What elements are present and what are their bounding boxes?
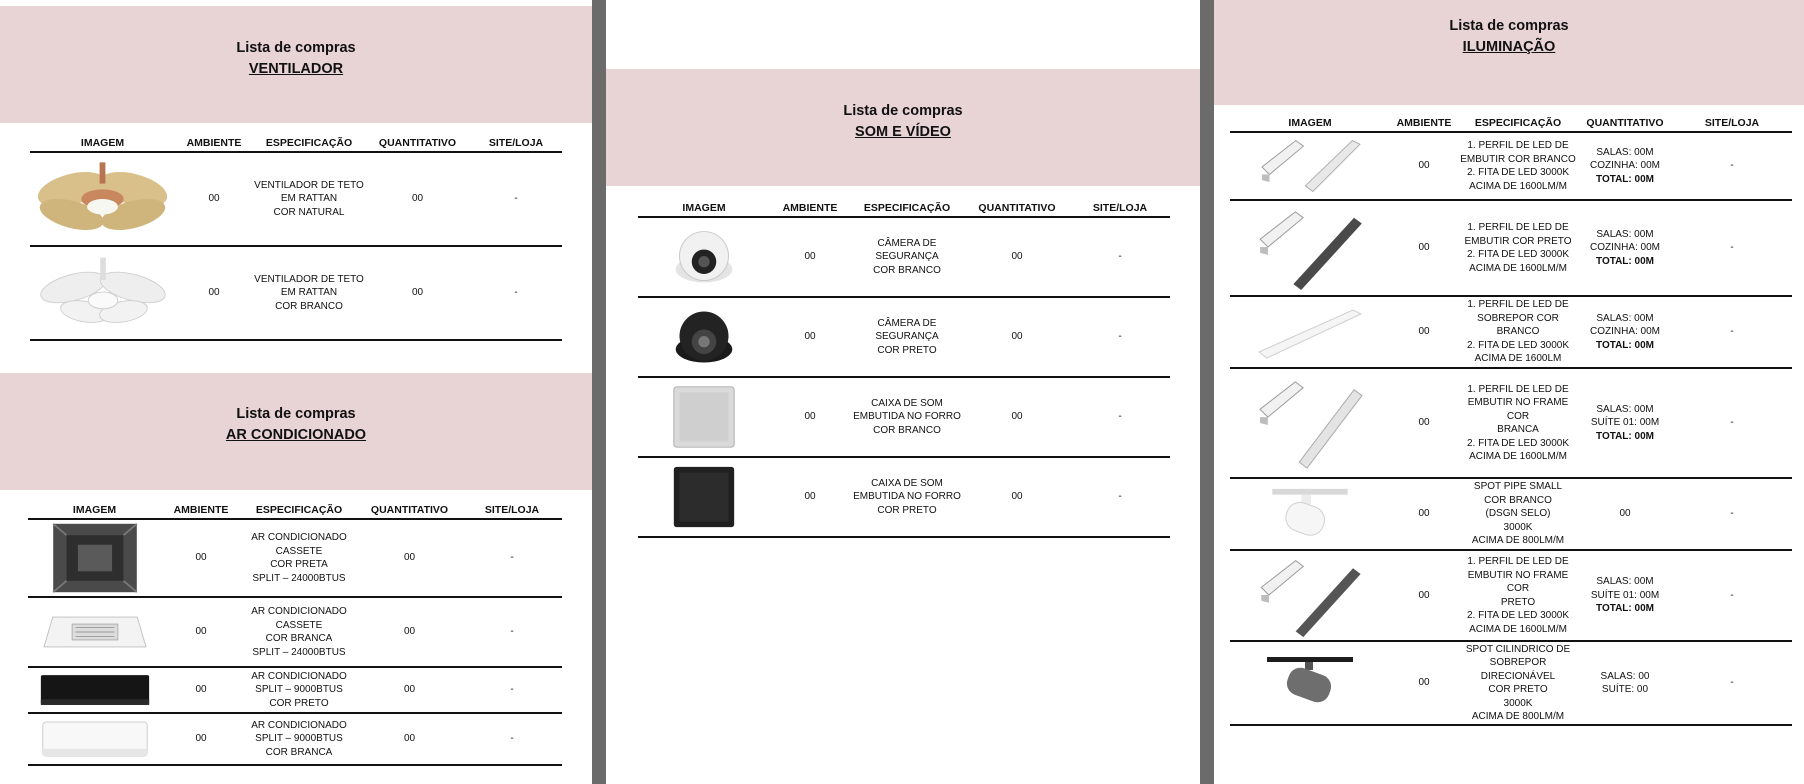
site-loja-cell: -	[1070, 297, 1170, 377]
ambiente-cell: 00	[1390, 200, 1458, 296]
site-loja-cell: -	[1672, 550, 1792, 641]
header-ambiente: AMBIENTE	[1390, 117, 1458, 132]
quantitativo-line: COZINHA: 00M	[1589, 326, 1660, 338]
product-image-cell	[1230, 478, 1390, 550]
table-row	[638, 297, 1170, 377]
especificacao-cell: 1. PERFIL DE LED DE EMBUTIR NO FRAME COR BRANCA 2. FITA DE LED 3000K ACIMA DE 1600LM/M	[1458, 368, 1578, 478]
header-ambiente: AMBIENTE	[161, 504, 241, 519]
site-loja-cell: -	[1672, 368, 1792, 478]
header-imagem: IMAGEM	[1230, 117, 1390, 132]
banner-subtitle: ILUMINAÇÃO	[1462, 39, 1556, 55]
banner-ventilador	[0, 6, 592, 123]
product-image-cell	[28, 667, 161, 713]
product-image-cell	[1230, 368, 1390, 478]
quantitativo-line: SALAS: 00M	[1596, 146, 1654, 158]
banner-title: Lista de compras	[236, 40, 356, 56]
quantitativo-cell: 00	[357, 713, 462, 765]
quantitativo-line: TOTAL: 00M	[1596, 255, 1654, 267]
led-frame-black-icon	[1255, 553, 1365, 639]
site-loja-cell: -	[470, 152, 562, 246]
header-quantitativo: QUANTITATIVO	[964, 202, 1070, 217]
table-row	[28, 713, 562, 765]
table-row	[1230, 550, 1792, 641]
header-imagem: IMAGEM	[638, 202, 770, 217]
product-image-cell	[1230, 550, 1390, 641]
quantitativo-cell: 00	[357, 597, 462, 667]
site-loja-cell: -	[1070, 457, 1170, 537]
header-ambiente: AMBIENTE	[175, 137, 253, 152]
fan-wood-icon	[35, 160, 170, 238]
header-quantitativo: QUANTITATIVO	[1578, 117, 1672, 132]
table-row	[1230, 296, 1792, 368]
quantitativo-cell: 00	[964, 217, 1070, 297]
especificacao-cell: 1. PERFIL DE LED DE EMBUTIR NO FRAME COR PRETO 2. FITA DE LED 3000K ACIMA DE 1600LM/M	[1458, 550, 1578, 641]
especificacao-cell: AR CONDICIONADO SPLIT – 9000BTUS COR PRETO	[241, 667, 357, 713]
site-loja-cell: -	[462, 713, 562, 765]
ambiente-cell: 00	[161, 667, 241, 713]
ambiente-cell: 00	[1390, 132, 1458, 200]
ambiente-cell: 00	[161, 713, 241, 765]
especificacao-cell: AR CONDICIONADO CASSETE COR PRETA SPLIT – 24000BTUS	[241, 519, 357, 597]
quantitativo-cell	[1578, 641, 1672, 725]
product-image-cell	[30, 152, 175, 246]
header-especificacao: ESPECIFICAÇÃO	[1458, 117, 1578, 132]
product-image-cell	[1230, 641, 1390, 725]
header-quantitativo: QUANTITATIVO	[365, 137, 470, 152]
table-iluminacao	[1230, 117, 1792, 726]
banner-som-video	[606, 69, 1200, 186]
ambiente-cell: 00	[770, 297, 850, 377]
quantitativo-cell: 00	[365, 246, 470, 340]
quantitativo-cell	[1578, 550, 1672, 641]
table-ventilador	[30, 137, 562, 341]
spot-pipe-icon	[1265, 485, 1355, 543]
table-row	[638, 377, 1170, 457]
site-loja-cell: -	[1672, 296, 1792, 368]
site-loja-cell: -	[1672, 132, 1792, 200]
table-ar-condicionado	[28, 504, 562, 766]
table-row	[1230, 478, 1792, 550]
quantitativo-cell: 00	[365, 152, 470, 246]
site-loja-cell: -	[1672, 200, 1792, 296]
speaker-white-icon	[671, 384, 737, 450]
especificacao-cell: 1. PERFIL DE LED DE EMBUTIR COR BRANCO 2. FITA DE LED 3000K ACIMA DE 1600LM/M	[1458, 132, 1578, 200]
header-site-loja: SITE/LOJA	[1672, 117, 1792, 132]
table-header-row	[28, 504, 562, 519]
table-row	[28, 597, 562, 667]
column-divider-2	[1200, 0, 1214, 784]
header-ambiente: AMBIENTE	[770, 202, 850, 217]
quantitativo-line: TOTAL: 00M	[1596, 173, 1654, 185]
product-image-cell	[28, 519, 161, 597]
banner-subtitle: SOM E VÍDEO	[855, 124, 951, 140]
site-loja-cell: -	[1672, 478, 1792, 550]
header-site-loja: SITE/LOJA	[462, 504, 562, 519]
product-image-cell	[638, 457, 770, 537]
header-especificacao: ESPECIFICAÇÃO	[241, 504, 357, 519]
table-row	[28, 519, 562, 597]
site-loja-cell: -	[1672, 641, 1792, 725]
fan-white-icon	[38, 255, 168, 331]
table-row	[638, 217, 1170, 297]
product-image-cell	[28, 713, 161, 765]
especificacao-cell: AR CONDICIONADO CASSETE COR BRANCA SPLIT – 24000BTUS	[241, 597, 357, 667]
table-header-row	[1230, 117, 1792, 132]
especificacao-cell: 1. PERFIL DE LED DE SOBREPOR COR BRANCO 2. FITA DE LED 3000K ACIMA DE 1600LM	[1458, 296, 1578, 368]
banner-title: Lista de compras	[236, 406, 356, 422]
quantitativo-cell: 00	[357, 519, 462, 597]
ambiente-cell: 00	[770, 377, 850, 457]
quantitativo-cell: 00	[964, 457, 1070, 537]
especificacao-cell: VENTILADOR DE TETO EM RATTAN COR BRANCO	[253, 246, 365, 340]
banner-ar-condicionado	[0, 373, 592, 490]
table-row	[1230, 132, 1792, 200]
table-row	[638, 457, 1170, 537]
banner-title: Lista de compras	[1449, 18, 1569, 34]
split-black-icon	[39, 671, 151, 709]
product-image-cell	[638, 217, 770, 297]
banner-subtitle: VENTILADOR	[248, 61, 344, 77]
quantitativo-line: SUÍTE 01: 00M	[1590, 589, 1660, 601]
ambiente-cell: 00	[161, 597, 241, 667]
table-row	[1230, 200, 1792, 296]
split-white-icon	[41, 717, 149, 761]
quantitativo-line: SALAS: 00M	[1596, 228, 1654, 240]
table-som-video	[638, 202, 1170, 538]
header-imagem: IMAGEM	[28, 504, 161, 519]
quantitativo-line: SALAS: 00M	[1596, 576, 1654, 588]
especificacao-cell: AR CONDICIONADO SPLIT – 9000BTUS COR BRANCA	[241, 713, 357, 765]
ambiente-cell: 00	[175, 246, 253, 340]
column-divider-1	[592, 0, 606, 784]
quantitativo-cell: 00	[964, 297, 1070, 377]
quantitativo-line: SALAS: 00M	[1596, 403, 1654, 415]
especificacao-cell: 1. PERFIL DE LED DE EMBUTIR COR PRETO 2. FITA DE LED 3000K ACIMA DE 1600LM/M	[1458, 200, 1578, 296]
quantitativo-line: COZINHA: 00M	[1589, 242, 1660, 254]
led-profile-black-icon	[1255, 204, 1365, 292]
product-image-cell	[638, 377, 770, 457]
header-site-loja: SITE/LOJA	[470, 137, 562, 152]
site-loja-cell: -	[462, 667, 562, 713]
ambiente-cell: 00	[161, 519, 241, 597]
ambiente-cell: 00	[175, 152, 253, 246]
product-image-cell	[1230, 296, 1390, 368]
header-especificacao: ESPECIFICAÇÃO	[253, 137, 365, 152]
quantitativo-line: TOTAL: 00M	[1596, 339, 1654, 351]
especificacao-cell: CAIXA DE SOM EMBUTIDA NO FORRO COR BRANCO	[850, 377, 964, 457]
quantitativo-line: SUÍTE 01: 00M	[1590, 417, 1660, 429]
quantitativo-line: TOTAL: 00M	[1596, 603, 1654, 615]
header-site-loja: SITE/LOJA	[1070, 202, 1170, 217]
quantitativo-line: 00	[1619, 508, 1631, 520]
quantitativo-cell	[1578, 200, 1672, 296]
quantitativo-cell: 00	[357, 667, 462, 713]
led-frame-white-icon	[1255, 374, 1365, 472]
quantitativo-cell	[1578, 368, 1672, 478]
site-loja-cell: -	[470, 246, 562, 340]
quantitativo-cell: 00	[964, 377, 1070, 457]
banner-subtitle: AR CONDICIONADO	[225, 427, 367, 443]
especificacao-cell: CAIXA DE SOM EMBUTIDA NO FORRO COR PRETO	[850, 457, 964, 537]
table-row	[1230, 368, 1792, 478]
cassette-white-icon	[37, 610, 153, 654]
ambiente-cell: 00	[770, 457, 850, 537]
quantitativo-line: TOTAL: 00M	[1596, 430, 1654, 442]
site-loja-cell: -	[1070, 377, 1170, 457]
speaker-black-icon	[671, 464, 737, 530]
led-surface-icon	[1255, 301, 1365, 363]
table-row	[30, 246, 562, 340]
product-image-cell	[1230, 132, 1390, 200]
quantitativo-cell	[1578, 296, 1672, 368]
especificacao-cell: CÂMERA DE SEGURANÇA COR PRETO	[850, 297, 964, 377]
product-image-cell	[30, 246, 175, 340]
ambiente-cell: 00	[1390, 550, 1458, 641]
led-profile-white-icon	[1255, 133, 1365, 199]
especificacao-cell: SPOT PIPE SMALL COR BRANCO (DSGN SELO) 3000K ACIMA DE 800LM/M	[1458, 478, 1578, 550]
camera-black-icon	[671, 304, 737, 370]
table-row	[28, 667, 562, 713]
spot-cyl-icon	[1265, 653, 1355, 713]
header-quantitativo: QUANTITATIVO	[357, 504, 462, 519]
quantitativo-line: COZINHA: 00M	[1589, 160, 1660, 172]
ambiente-cell: 00	[1390, 296, 1458, 368]
product-image-cell	[638, 297, 770, 377]
header-especificacao: ESPECIFICAÇÃO	[850, 202, 964, 217]
especificacao-cell: SPOT CILINDRICO DE SOBREPOR DIRECIONÁVEL COR PRETO 3000K ACIMA DE 800LM/M	[1458, 641, 1578, 725]
banner-iluminacao	[1214, 0, 1804, 105]
ambiente-cell: 00	[1390, 368, 1458, 478]
table-header-row	[30, 137, 562, 152]
especificacao-cell: CÂMERA DE SEGURANÇA COR BRANCO	[850, 217, 964, 297]
quantitativo-cell	[1578, 478, 1672, 550]
site-loja-cell: -	[462, 597, 562, 667]
site-loja-cell: -	[1070, 217, 1170, 297]
especificacao-cell: VENTILADOR DE TETO EM RATTAN COR NATURAL	[253, 152, 365, 246]
product-image-cell	[1230, 200, 1390, 296]
ambiente-cell: 00	[1390, 478, 1458, 550]
cassette-dark-icon	[45, 520, 145, 596]
table-header-row	[638, 202, 1170, 217]
header-imagem: IMAGEM	[30, 137, 175, 152]
site-loja-cell: -	[462, 519, 562, 597]
camera-white-icon	[671, 224, 737, 290]
quantitativo-cell	[1578, 132, 1672, 200]
banner-title: Lista de compras	[843, 103, 963, 119]
ambiente-cell: 00	[1390, 641, 1458, 725]
quantitativo-line: SUÍTE: 00	[1601, 684, 1649, 695]
ambiente-cell: 00	[770, 217, 850, 297]
product-image-cell	[28, 597, 161, 667]
quantitativo-line: SALAS: 00	[1600, 670, 1650, 682]
table-row	[1230, 641, 1792, 725]
quantitativo-line: SALAS: 00M	[1596, 312, 1654, 324]
table-row	[30, 152, 562, 246]
